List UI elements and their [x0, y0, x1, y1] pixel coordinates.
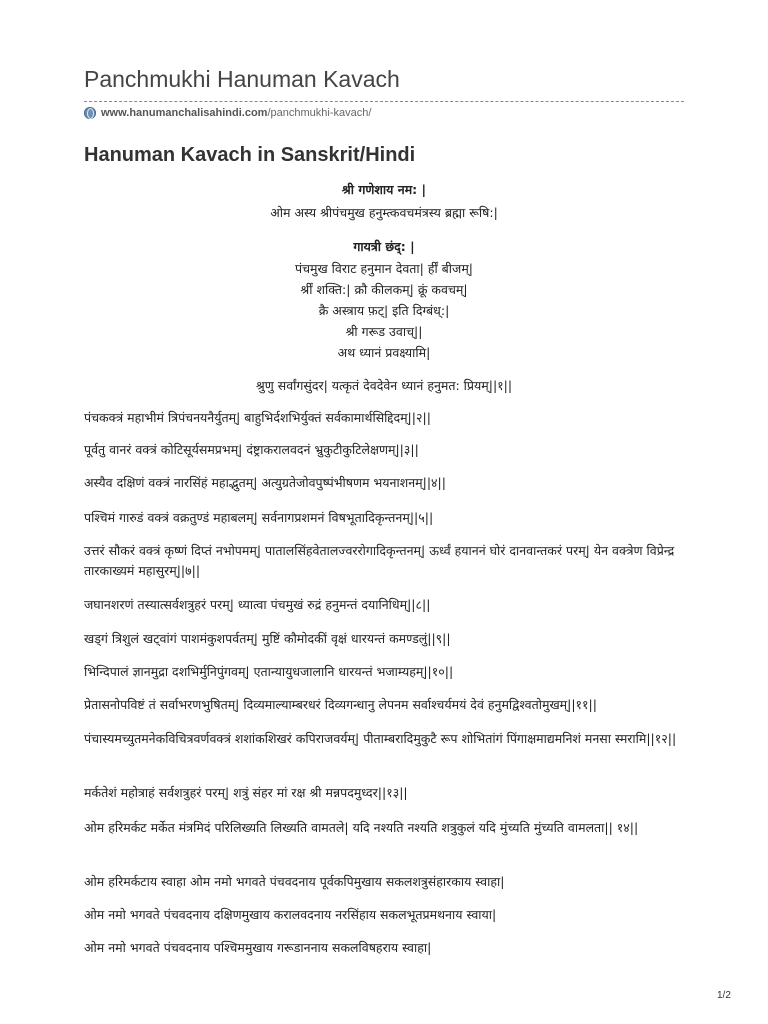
verse-1: श्रुणु सर्वांगसुंदर| यत्कृतं देवदेवेन ध्यानं हनुमत: प्रियम्||१|| [255, 378, 513, 393]
title-divider [84, 101, 684, 102]
gayatri-line: र्श्रीं शक्ति:| क्रौ कीलकम्| क्रूं कवचम्| [300, 282, 468, 297]
gayatri-line: पंचमुख विराट हनुमान देवता| र्हीं बीजम्| [294, 261, 474, 276]
gayatri-line: क्रै अस्त्राय फ़ट्| इति दिग्बंध्:| [318, 303, 450, 318]
source-domain: www.hanumanchalisahindi.com [101, 107, 268, 119]
verse: भिन्दिपालं ज्ञानमुद्रा दशभिर्मुनिपुंगवम्| एतान्यायुधजालानि धारयन्तं भजाम्यहम्||१०|| [84, 664, 454, 679]
verse: पूर्वतु वानरं वक्त्रं कोटिसूर्यसमप्रभम्| दंष्ट्राकरालवदनं भ्रुकुटीकुटिलेक्षणम्||३|| [84, 442, 419, 457]
gayatri-line: अथ ध्यानं प्रवक्ष्यामि| [337, 345, 431, 360]
verse: ओम नमो भगवते पंचवदनाय पश्चिममुखाय गरूडाननाय सकलविषहराय स्वाहा| [84, 940, 432, 955]
page-number: 1/2 [717, 990, 731, 1001]
gayatri-heading: गायत्री छंद्: | [353, 239, 415, 254]
verse: अस्यैव दक्षिणं वक्त्रं नारसिंहं महाद्भुतम्| अत्युग्रतेजोवपुष्पंभीषणम भयनाशनम्||४|| [84, 475, 446, 490]
verse: खड्गं त्रिशुलं खट्वांगं पाशमंकुशपर्वतम्| मुष्टिं कौमोदकीं वृक्षं धारयन्तं कमण्डलुं||९|| [84, 631, 451, 646]
verse: ओम हरिमर्कटाय स्वाहा ओम नमो भगवते पंचवदनाय पूर्वकपिमुखाय सकलशत्रुसंहारकाय स्वाहा| [84, 874, 505, 889]
verse: पश्चिमं गारुडं वक्त्रं वक्रतुण्डं महाबलम्| सर्वनागप्रशमनं विषभूतादिकृन्तनम्||५|| [84, 510, 434, 525]
invocation-heading: श्री गणेशाय नम: | [341, 182, 427, 197]
page-title: Panchmukhi Hanuman Kavach [84, 66, 400, 92]
source-path: /panchmukhi-kavach/ [267, 107, 372, 119]
verse: प्रेतासनोपविष्टं तं सर्वाभरणभुषितम्| दिव्यमाल्याम्बरधरं दिव्यगन्धानु लेपनम सर्वाश्चर्यमयं देवं हनुमद्विश्वतोमुखम्||११|| [84, 697, 597, 712]
verse: पंचकक्त्रं महाभीमं त्रिपंचनयनैर्युतम्| बाहुभिर्दशभिर्युक्तं सर्वकामार्थसिद्दिदम्||२|| [84, 410, 431, 425]
verse: जघानशरणं तस्यात्सर्वशत्रुहरं परम्| ध्यात्वा पंचमुखं रुद्रं हनुमन्तं दयानिधिम्||८|| [84, 597, 431, 612]
section-heading: Hanuman Kavach in Sanskrit/Hindi [84, 144, 416, 166]
verse: ओम हरिमर्कट मर्केत मंत्रमिदं परिलिख्यति लिख्यति वामतले| यदि नश्यति नश्यति शत्रुकुलं यदि मुंच्यति मुंच्यति वामलता|| १४|| [84, 820, 639, 835]
verse: पंचास्यमच्युतमनेकविचित्रवर्णवक्त्रं शशांकशिखरं कपिराजवर्यम्| पीताम्बरादिमुकुटै रूप शोभितांगं पिंगाक्षमाद्यमनिशं मनसा स्मरामि||१२|| [84, 731, 677, 746]
invocation-line: ओम अस्य श्रीपंचमुख हनुम्त्कवचमंत्रस्य ब्रह्मा रूषि:| [270, 205, 498, 220]
gayatri-line: श्री गरूड उवाच्|| [345, 324, 423, 339]
source-url[interactable] [84, 107, 371, 119]
verse: उत्तरं सौकरं वक्त्रं कृष्णं दिप्तं नभोपमम्| पातालसिंहवेतालज्वररोगादिकृन्तनम्| ऊर्ध्वं हयाननं घोरं दानवान्तकरं परम्| येन वक्त्रेण विप्रेन्द्र तारकाख्यमं महासुरम्||७|| [84, 543, 675, 578]
verse: ओम नमो भगवते पंचवदनाय दक्षिणमुखाय करालवदनाय नरसिंहाय सकलभूतप्रमथनाय स्वाया| [84, 907, 497, 922]
verse: मर्कतेशं महोत्राहं सर्वशत्रुहरं परम्| शत्रुं संहर मां रक्ष श्री मन्नपदमुध्दर||१३|| [84, 785, 408, 800]
globe-icon [84, 107, 96, 119]
